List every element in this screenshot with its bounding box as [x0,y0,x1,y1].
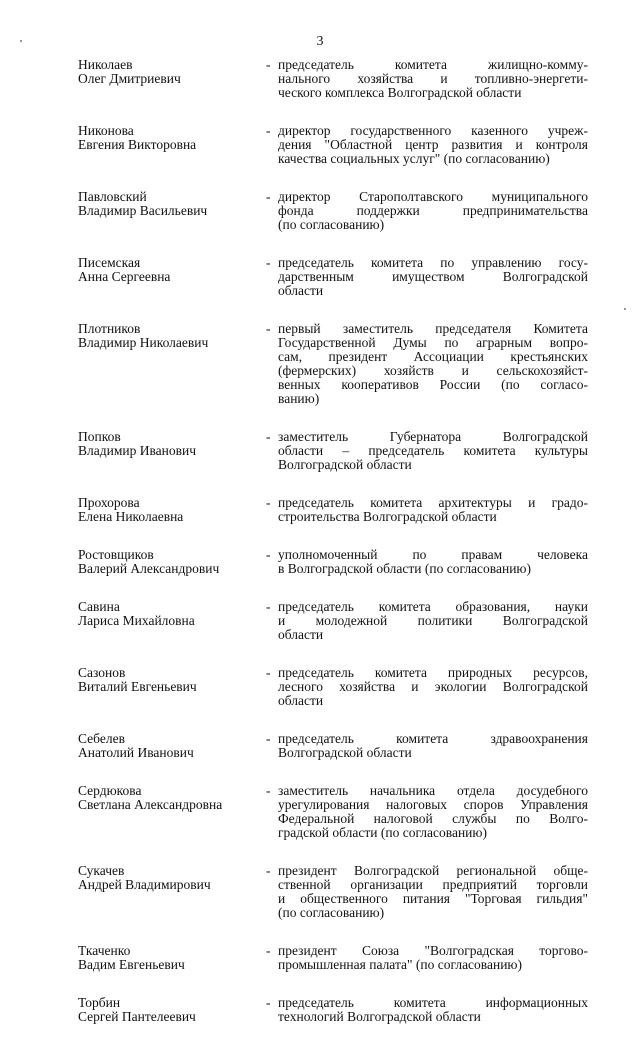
member-role [278,58,588,100]
entry-dash: - [266,189,271,204]
member-role [278,256,588,298]
member-role [278,496,588,524]
role-line: председатель комитета жилищно-комму- [278,57,588,72]
entry-dash: - [266,665,271,680]
entry-dash: - [266,321,271,336]
member-name [78,666,266,694]
entry-dash: - [266,599,271,614]
member-given-name: Вадим Евгеньевич [78,957,185,972]
member-name [78,256,266,284]
role-line: Волгоградской области [278,457,412,472]
role-line: урегулирования налоговых споров Управления [278,797,588,812]
member-surname: Себелев [78,731,125,746]
role-line: директор Старополтавского муниципального [278,189,588,204]
member-entry [78,944,588,972]
member-entry [78,784,588,840]
role-line: качества социальных услуг" (по согласованию) [278,151,550,166]
role-line: дарственным имуществом Волгоградской [278,269,588,284]
member-name [78,864,266,892]
role-line: ческого комплекса Волгоградской области [278,85,522,100]
member-role [278,996,588,1024]
role-line: градской области (по согласованию) [278,825,487,840]
entry-dash: - [266,255,271,270]
entry-dash: - [266,429,271,444]
member-given-name: Анатолий Иванович [78,745,194,760]
role-line: председатель комитета информационных [278,995,588,1010]
entry-dash: - [266,57,271,72]
role-line: и общественного питания "Торговая гильдия" [278,891,588,906]
role-line: заместитель Губернатора Волгоградской [278,429,588,444]
member-surname: Ткаченко [78,943,131,958]
role-line: дения "Областной центр развития и контроля [278,137,588,152]
role-line: Волгоградской области [278,745,412,760]
role-line: директор государственного казенного учреж- [278,123,588,138]
role-line: технологий Волгоградской области [278,1009,481,1024]
member-surname: Писемская [78,255,141,270]
role-line: области [278,283,324,298]
member-surname: Плотников [78,321,141,336]
member-entry [78,864,588,920]
member-given-name: Анна Сергеевна [78,269,171,284]
member-surname: Сазонов [78,665,126,680]
role-line: (по согласованию) [278,217,385,232]
member-given-name: Лариса Михайловна [78,613,195,628]
role-line: венных кооперативов России (по согласо- [278,377,588,392]
member-entry [78,732,588,760]
role-line: нального хозяйства и топливно-энергети- [278,71,588,86]
member-given-name: Евгения Викторовна [78,137,197,152]
member-entry [78,124,588,166]
member-entry [78,496,588,524]
entry-dash: - [266,995,271,1010]
entry-dash: - [266,547,271,562]
member-surname: Павловский [78,189,147,204]
member-surname: Ростовщиков [78,547,154,562]
member-list [78,58,588,1048]
role-line: Государственной Думы по аграрным вопро- [278,335,588,350]
member-name [78,732,266,760]
scan-speck [20,40,22,42]
member-name [78,430,266,458]
role-line: лесного хозяйства и экологии Волгоградской [278,679,588,694]
member-name [78,58,266,86]
member-entry [78,256,588,298]
member-role [278,784,588,840]
role-line: области – председатель комитета культуры [278,443,588,458]
member-surname: Николаев [78,57,133,72]
entry-dash: - [266,495,271,510]
member-name [78,548,266,576]
member-given-name: Валерий Александрович [78,561,220,576]
member-given-name: Светлана Александровна [78,797,223,812]
member-role [278,600,588,642]
member-entry [78,666,588,708]
role-line: председатель комитета здравоохранения [278,731,588,746]
role-line: (фермерских) хозяйств и сельскохозяйст- [278,363,588,378]
role-line: промышленная палата" (по согласованию) [278,957,523,972]
entry-dash: - [266,863,271,878]
role-line: (по согласованию) [278,905,385,920]
member-role [278,732,588,760]
member-name [78,322,266,350]
role-line: фонда поддержки предпринимательства [278,203,588,218]
entry-dash: - [266,783,271,798]
member-name [78,496,266,524]
role-line: заместитель начальника отдела досудебного [278,783,588,798]
role-line: президент Волгоградской региональной обще- [278,863,588,878]
member-entry [78,548,588,576]
entry-dash: - [266,943,271,958]
member-name [78,944,266,972]
scan-speck [624,308,626,310]
entry-dash: - [266,731,271,746]
role-line: в Волгоградской области (по согласованию) [278,561,532,576]
member-given-name: Олег Дмитриевич [78,71,181,86]
member-surname: Сукачев [78,863,125,878]
member-role [278,190,588,232]
member-given-name: Андрей Владимирович [78,877,211,892]
role-line: области [278,693,324,708]
member-name [78,190,266,218]
member-entry [78,190,588,232]
member-entry [78,58,588,100]
member-surname: Савина [78,599,120,614]
role-line: и молодежной политики Волгоградской [278,613,588,628]
member-role [278,666,588,708]
member-role [278,124,588,166]
role-line: сам, президент Ассоциации крестьянских [278,349,588,364]
role-line: первый заместитель председателя Комитета [278,321,588,336]
member-given-name: Владимир Иванович [78,443,197,458]
role-line: Федеральной налоговой службы по Волго- [278,811,588,826]
member-entry [78,996,588,1024]
member-surname: Прохорова [78,495,140,510]
member-given-name: Владимир Васильевич [78,203,208,218]
member-role [278,322,588,406]
role-line: ственной организации предприятий торговли [278,877,588,892]
entry-dash: - [266,123,271,138]
role-line: председатель комитета природных ресурсов, [278,665,588,680]
role-line: области [278,627,324,642]
member-name [78,600,266,628]
member-surname: Сердюкова [78,783,142,798]
member-entry [78,322,588,406]
member-name [78,996,266,1024]
role-line: строительства Волгоградской области [278,509,497,524]
page-number: 3 [316,34,324,49]
member-given-name: Владимир Николаевич [78,335,209,350]
member-role [278,548,588,576]
member-role [278,864,588,920]
member-surname: Попков [78,429,121,444]
member-given-name: Виталий Евгеньевич [78,679,197,694]
member-given-name: Елена Николаевна [78,509,184,524]
member-name [78,784,266,812]
member-entry [78,430,588,472]
role-line: председатель комитета по управлению госу- [278,255,588,270]
member-name [78,124,266,152]
member-role [278,430,588,472]
member-surname: Торбин [78,995,121,1010]
member-given-name: Сергей Пантелеевич [78,1009,196,1024]
role-line: председатель комитета архитектуры и градо- [278,495,588,510]
member-surname: Никонова [78,123,134,138]
member-entry [78,600,588,642]
role-line: уполномоченный по правам человека [278,547,588,562]
role-line: ванию) [278,391,320,406]
member-role [278,944,588,972]
role-line: председатель комитета образования, науки [278,599,588,614]
role-line: президент Союза "Волгоградская торгово- [278,943,588,958]
